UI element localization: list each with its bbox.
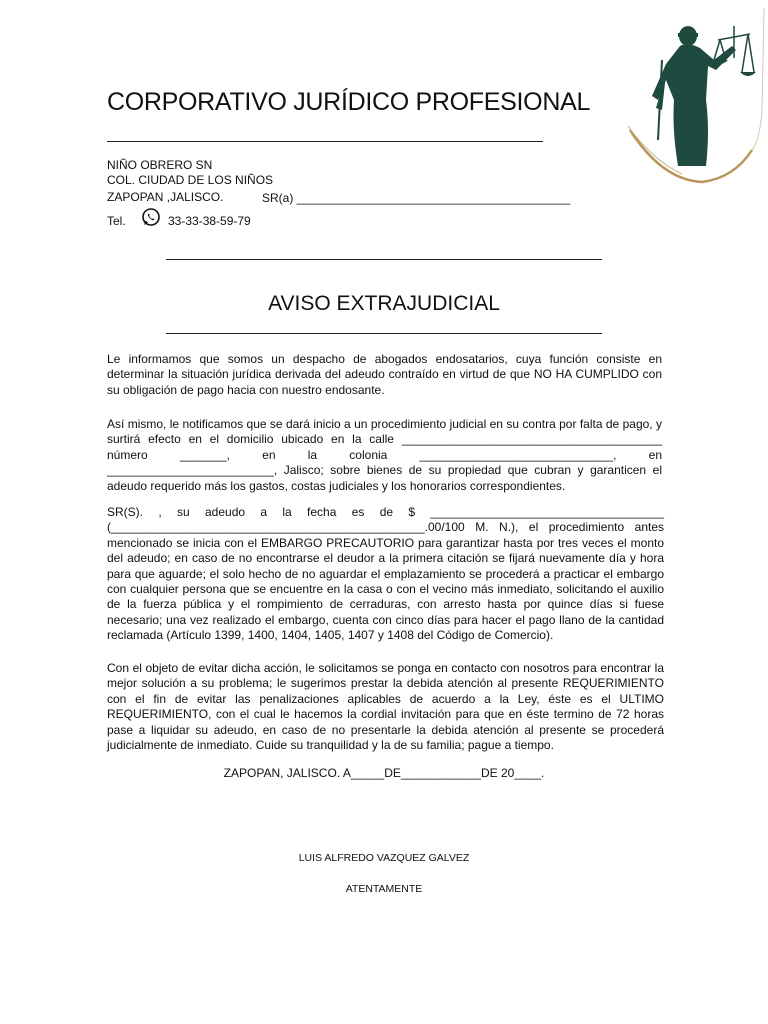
header-divider [166,259,602,260]
document-subtitle: AVISO EXTRAJUDICIAL [268,292,500,315]
title-divider [107,141,543,142]
address-line-1: NIÑO OBRERO SN [107,158,213,172]
signer-name: LUIS ALFREDO VAZQUEZ GALVEZ [298,852,470,864]
paragraph-request: Con el objeto de evitar dicha acción, le solicitamos se ponga en contacto con nosotros para encontrar la mejor solución a su problema; le sugerimos prestar la debida atención al presente REQUERIMIENTO con el fin de evitar las penalizaciones aplicables de acuerdo a la Ley, éste es el ULTIMO REQUERIMIENTO, con el cual le hacemos la cordial invitación para que en éste termino de 72 horas pase a liquidar su adeudo, en caso de no presentarle la debida atención al presente se procederá judicialmente de inmediato. Cuide su tranquilidad y la de su familia; pague a tiempo. [107,661,664,753]
closing-text: ATENTAMENTE [345,883,423,895]
subtitle-divider [166,333,602,334]
company-title: CORPORATIVO JURÍDICO PROFESIONAL [107,88,591,116]
tel-number: 33-33-38-59-79 [168,214,251,228]
address-line-2: COL. CIUDAD DE LOS NIÑOS [107,173,274,187]
date-line: ZAPOPAN, JALISCO. A_____DE____________DE 20____. [223,766,545,780]
paragraph-debt: SR(S). , su adeudo a la fecha es de $ ___________________________________ (_______________________________________________.00/100 M. N.), el procedimiento antes mencionado se inicia con el EMBARGO PRECAUTORIO para garantizar hasta por tres veces el monto del adeudo; en caso de no encontrarse el deudor a la primera citación se fijará nuevamente día y hora para que aguarde; el solo hecho de no aguardar el emplazamiento se procederá a practicar el embargo con cualquier persona que se encuentre en la casa o con el vecino más inmediato, solicitando el auxilio de la fuerza pública y el rompimiento de cerraduras, con arresto hasta por quince días si fuese necesario; una vez realizado el embargo, cuenta con cinco días para hacer el pago llano de la cantidad reclamada (Artículo 1399, 1400, 1404, 1405, 1407 y 1408 del Código de Comercio). [107,505,664,643]
address-line-3: ZAPOPAN ,JALISCO. [107,190,224,204]
paragraph-intro: Le informamos que somos un despacho de abogados endosatarios, cuya función consiste en determinar la situación jurídica derivada del adeudo contraído en virtud de que NO HA CUMPLIDO con su obligación de pago hacia con nuestro endosante. [107,352,662,397]
whatsapp-icon [141,207,161,227]
tel-label: Tel. [107,214,126,228]
scales-of-justice-icon [622,0,768,186]
paragraph-notification: Así mismo, le notificamos que se dará inicio a un procedimiento judicial en su contra por falta de pago, y surtirá efecto en el domicilio ubicado en la calle _______________________________________ número _______, en la colonia _____________________________, en _________________________, Jalisco; sobre bienes de su propiedad que cubran y garanticen el adeudo requerido más los gastos, costas judiciales y los honorarios correspondientes. [107,417,662,493]
recipient-line: SR(a) _________________________________________ [262,191,571,205]
justice-logo [622,0,768,186]
